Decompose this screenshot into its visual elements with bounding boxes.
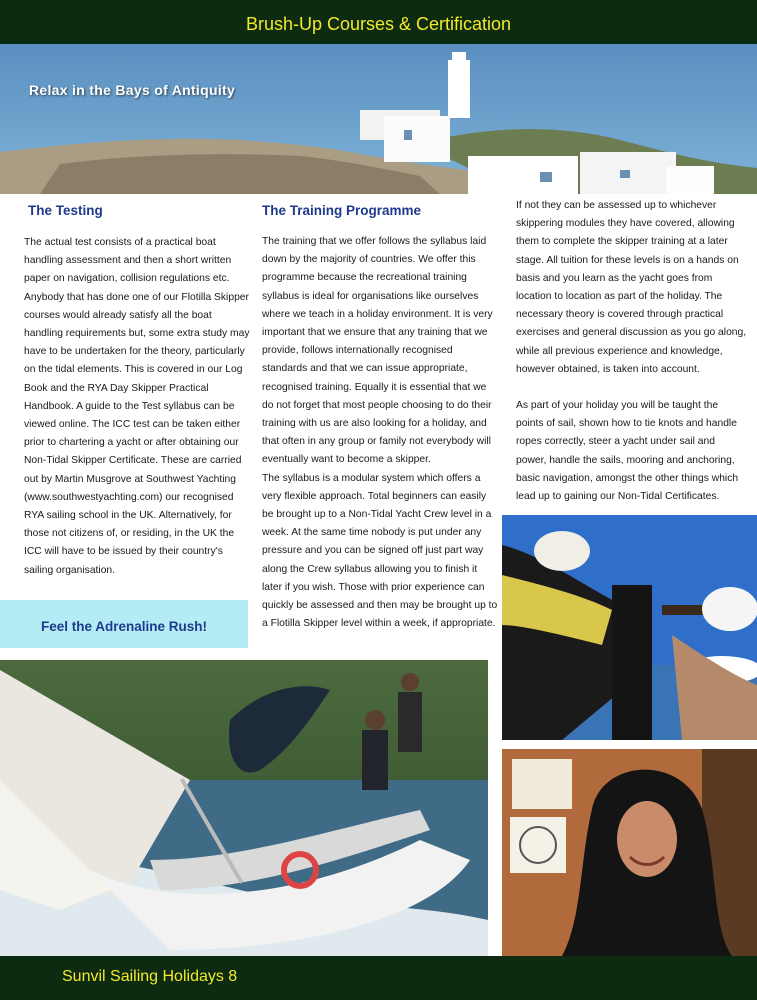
- right-paragraph-2: As part of your holiday you will be taught the points of sail, shown how to tie knots and handle ropes correctly, steer a yacht under sail and power, handle the sails, mooring and anchoring, basic navigation, amongst the other things which lead up to gaining our Non-Tidal Certificates.: [516, 400, 739, 503]
- header-bar: [0, 0, 757, 44]
- footer-text: Sunvil Sailing Holidays 8: [62, 968, 238, 985]
- adrenaline-callout: [0, 600, 248, 648]
- training-paragraph-2: The syllabus is a modular system which offers a very flexible approach. Total beginners can easily be brought up to a Non-Tidal Yacht Crew level in a week. At the same time nobody is put under any pressure and you can be signed off just part way along the Crew syllabus allowing you to finish it later if you wish. Those with prior experience can quickly be assessed and then may be brought up to a Flotilla Skipper level within a week, if appropriate.: [262, 472, 498, 630]
- greek-woman-photo: [502, 749, 757, 956]
- training-heading: The Training Programme: [262, 203, 422, 218]
- hero-caption: Relax in the Bays of Antiquity: [29, 82, 236, 98]
- page-title: Brush-Up Courses & Certification: [245, 14, 512, 34]
- yacht-heeling-photo: [0, 660, 488, 956]
- right-paragraph-1: If not they can be assessed up to whichever skippering modules they have covered, allowing them to complete the skipper training at a later stage. All tuition for these levels is on a hands on basis and you learn as the yacht goes from location to location as part of the holiday. The necessary theory is covered through practical exercises and general discussion as you go along, while all previous experience and knowledge, however obtained, is taken into account.: [516, 200, 747, 375]
- right-column-body: [516, 197, 748, 506]
- yacht-illustration: [0, 660, 488, 956]
- training-body: [262, 233, 498, 633]
- rope-handling-photo: [502, 515, 757, 740]
- testing-paragraph: The actual test consists of a practical boat handling assessment and then a short written paper on navigation, collision regulations etc. Anybody that has done one of our Flotilla Skipper courses would already satisfy all the boat handling requirements but, some extra study may have to be undertaken for the theory, particularly on the tidal elements. This is covered in our Log Book and the RYA Day Skipper Practical Handbook. A guide to the Test syllabus can be viewed online. The ICC test can be taken either prior to chartering a yacht or after obtaining our Non-Tidal Skipper Certificate. These are carried out by Martin Musgrove at Southwest Yachting (www.southwestyachting.com) our recognised RYA sailing school in the UK. Alternatively, for those not citizens of, or residing, in the UK the ICC will have to be issued by their country's sailing organisation.: [24, 237, 250, 576]
- portrait-illustration: [502, 749, 757, 956]
- callout-text: Feel the Adrenaline Rush!: [40, 619, 208, 634]
- rope-illustration: [502, 515, 757, 740]
- training-paragraph-1: The training that we offer follows the syllabus laid down by the majority of countries. We offer this programme because the recreational training syllabus is ideal for organisations like ourselves where we teach in a holiday environment. It is very important that we ensure that any training that we provide, follows internationally recognised standards and that we can issue appropriate, recognised training. Equally it is essential that we do not forget that most people choosing to do their training with us are also looking for a holiday, and that often in any group or family not everybody will eventually want to become a skipper.: [262, 236, 493, 466]
- testing-body: [24, 234, 250, 580]
- testing-heading: The Testing: [28, 203, 103, 218]
- hero-photo: [0, 44, 757, 194]
- footer-bar: [0, 956, 757, 1000]
- hero-illustration: [0, 44, 757, 194]
